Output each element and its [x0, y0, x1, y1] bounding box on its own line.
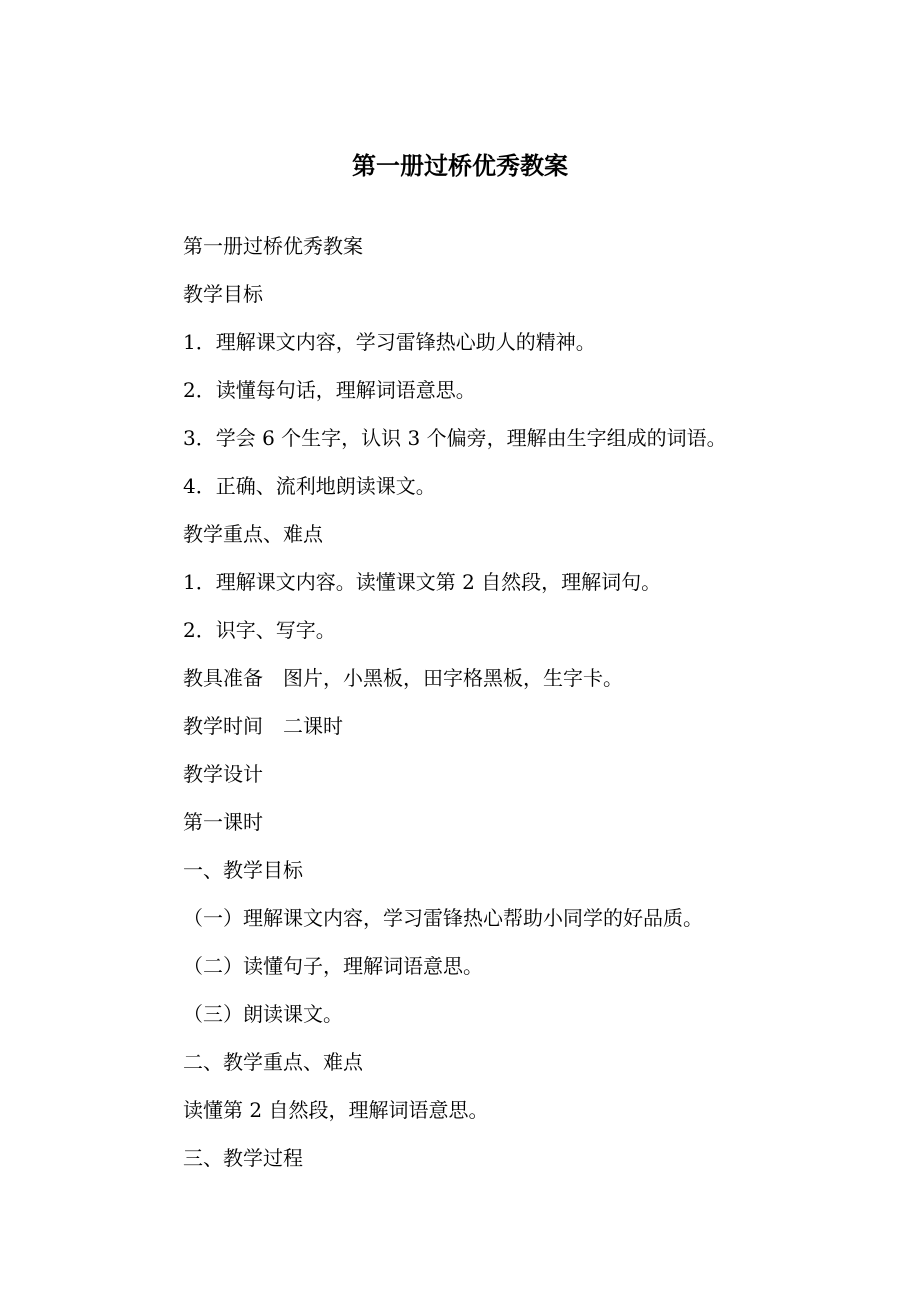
body-line: 2．读懂每句话，理解词语意思。 — [183, 378, 476, 402]
body-line: 教学重点、难点 — [183, 522, 323, 546]
body-line: 教具准备 图片，小黑板，田字格黑板，生字卡。 — [183, 666, 623, 690]
body-line: 4．正确、流利地朗读课文。 — [183, 474, 436, 498]
body-line: （一）理解课文内容，学习雷锋热心帮助小同学的好品质。 — [183, 906, 703, 930]
body-line: 第一册过桥优秀教案 — [183, 234, 363, 258]
body-line: 1．理解课文内容。读懂课文第 2 自然段，理解词句。 — [183, 570, 662, 594]
body-line: 第一课时 — [183, 810, 263, 834]
body-line: 教学时间 二课时 — [183, 714, 343, 738]
body-line: 一、教学目标 — [183, 858, 303, 882]
document-title: 第一册过桥优秀教案 — [352, 152, 568, 180]
body-line: 二、教学重点、难点 — [183, 1050, 363, 1074]
body-line: 读懂第 2 自然段，理解词语意思。 — [183, 1098, 489, 1122]
body-line: 2．识字、写字。 — [183, 618, 336, 642]
body-line: 教学目标 — [183, 282, 263, 306]
body-line: 教学设计 — [183, 762, 263, 786]
body-line: 1．理解课文内容，学习雷锋热心助人的精神。 — [183, 330, 596, 354]
document-body — [183, 230, 863, 1190]
body-line: （三）朗读课文。 — [183, 1002, 343, 1026]
body-line: 三、教学过程 — [183, 1146, 303, 1170]
body-line: （二）读懂句子，理解词语意思。 — [183, 954, 483, 978]
body-line: 3．学会 6 个生字，认识 3 个偏旁，理解由生字组成的词语。 — [183, 426, 727, 450]
